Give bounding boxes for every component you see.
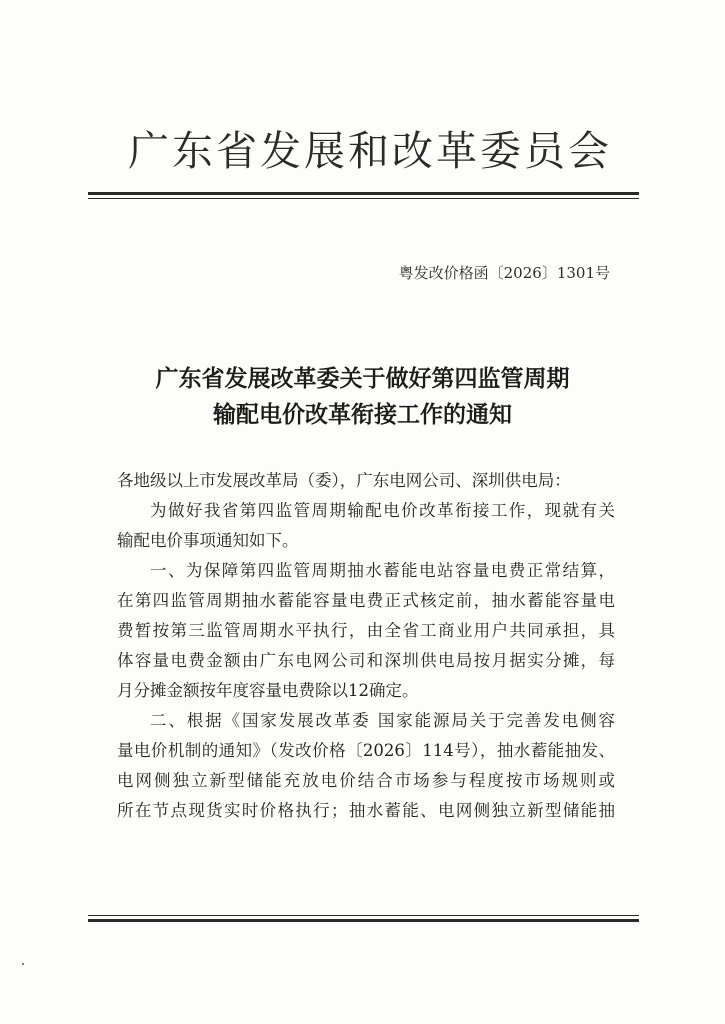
- section2-line-3: 电网侧独立新型储能充放电价结合市场参与程度按市场规则或: [117, 771, 615, 790]
- document-title-line-2: 输配电价改革衔接工作的通知: [213, 401, 512, 428]
- issuing-organization-title: 广东省发展和改革委员会: [128, 127, 612, 175]
- section1-line-2: 在第四监管周期抽水蓄能容量电费正式核定前，抽水蓄能容量电: [117, 591, 615, 610]
- document-title-line-1: 广东省发展改革委关于做好第四监管周期: [155, 365, 570, 392]
- header-rule-thin: [88, 198, 639, 199]
- section1-line-3: 费暂按第三监管周期水平执行，由全省工商业用户共同承担，具: [117, 621, 615, 640]
- section1-line-1: 一、为保障第四监管周期抽水蓄能电站容量电费正常结算，: [150, 561, 615, 580]
- footer-rule-thin: [88, 915, 639, 916]
- document-number: 粤发改价格函〔2026〕1301号: [398, 264, 610, 282]
- intro-line-2: 输配电价事项通知如下。: [117, 531, 299, 550]
- document-body: [117, 466, 615, 826]
- section1-line-4: 体容量电费金额由广东电网公司和深圳供电局按月据实分摊，每: [117, 651, 615, 670]
- scan-speck: [22, 963, 24, 965]
- section2-line-2: 量电价机制的通知》（发改价格〔2026〕114号），抽水蓄能抽发、: [117, 741, 615, 760]
- header-rule-thick: [88, 192, 639, 195]
- section2-line-4: 所在节点现货实时价格执行；抽水蓄能、电网侧独立新型储能抽: [117, 801, 615, 820]
- addressee-line: 各地级以上市发展改革局（委），广东电网公司、深圳供电局：: [117, 471, 571, 490]
- section2-line-1: 二、根据《国家发展改革委 国家能源局关于完善发电侧容: [150, 711, 615, 730]
- intro-line-1: 为做好我省第四监管周期输配电价改革衔接工作，现就有关: [150, 501, 615, 520]
- section1-line-5: 月分摊金额按年度容量电费除以12确定。: [117, 681, 419, 700]
- footer-rule-thick: [88, 919, 639, 922]
